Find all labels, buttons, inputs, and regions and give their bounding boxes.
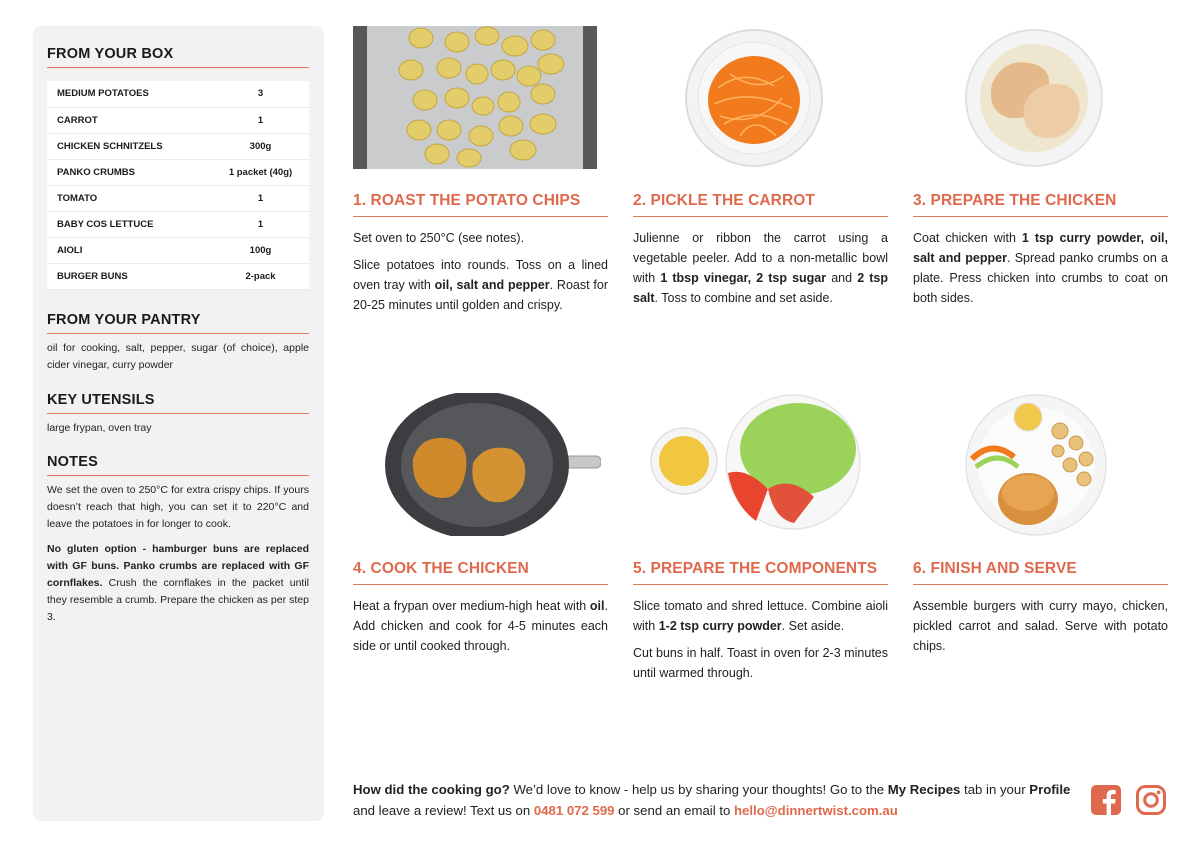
step-5-para-2: Cut buns in half. Toast in oven for 2-3 minutes until warmed through.: [633, 646, 888, 680]
sidebar: [33, 26, 324, 821]
ingredient-qty: 100g: [212, 237, 309, 263]
ingredient-qty: 1 packet (40g): [212, 159, 309, 185]
phone-link[interactable]: 0481 072 599: [533, 803, 615, 818]
notes: [47, 482, 309, 626]
ingredient-qty: 1: [212, 211, 309, 237]
bold-text: 1 tsp curry powder, oil, salt and pepper: [913, 231, 1168, 265]
step-1-image: [353, 26, 597, 169]
step-5-image: [650, 393, 862, 531]
ingredient-name: BABY COS LETTUCE: [47, 211, 212, 237]
text: and leave a review! Text us on: [353, 803, 534, 818]
notes-gf-rest: Crush the cornflakes in the packet until they resemble a crumb. Prepare the chicken as per step 3.: [47, 576, 309, 623]
social-icons: [1090, 784, 1167, 816]
text: . Toss to combine and set aside.: [654, 291, 833, 305]
facebook-icon[interactable]: [1090, 784, 1122, 816]
footer-question: How did the cooking go?: [353, 782, 510, 797]
step-3-image: [964, 28, 1104, 168]
notes-paragraph: We set the oven to 250°C for extra crispy chips. If yours doesn’t reach that high, you can set it to 220°C and leave the potatoes in for longer to cook.: [47, 483, 309, 530]
table-row: [47, 237, 309, 263]
step-2-body: [633, 228, 888, 308]
potato-tray-illustration: [353, 26, 597, 169]
ingredient-name: TOMATO: [47, 185, 212, 211]
crumbed-chicken-illustration: [964, 28, 1104, 168]
step-4-para-1: [353, 596, 608, 656]
burger-plate-illustration: [962, 393, 1110, 536]
bold-text: oil: [589, 599, 605, 613]
step-4-image: [385, 393, 601, 536]
step-1-para-1: Set oven to 250°C (see notes).: [353, 231, 525, 245]
bold-text: 2 tsp salt: [633, 271, 888, 305]
table-row: [47, 81, 309, 107]
frypan-chicken-illustration: [385, 393, 601, 536]
step-1-body: [353, 228, 608, 315]
ingredient-name: AIOLI: [47, 237, 212, 263]
step-5-body: [633, 596, 888, 683]
step-6-title: 6. FINISH AND SERVE: [913, 560, 1168, 585]
text: . Add chicken and cook for 4-5 minutes each side or until cooked through.: [353, 599, 608, 653]
ingredient-qty: 3: [212, 81, 309, 107]
step-5-para-1: [633, 596, 888, 636]
ingredient-name: BURGER BUNS: [47, 263, 212, 289]
bold-text: oil, salt and pepper: [434, 278, 550, 292]
text: . Spread panko crumbs on a plate. Press chicken into crumbs to coat on both sides.: [913, 251, 1168, 305]
ingredient-name: CHICKEN SCHNITZELS: [47, 133, 212, 159]
ingredient-name: MEDIUM POTATOES: [47, 81, 212, 107]
text: Coat chicken with: [913, 231, 1022, 245]
step-3-body: [913, 228, 1168, 308]
step-1-para-2: [353, 255, 608, 315]
table-row: [47, 159, 309, 185]
table-row: [47, 185, 309, 211]
ingredient-qty: 1: [212, 107, 309, 133]
ingredient-qty: 1: [212, 185, 309, 211]
my-recipes-link[interactable]: My Recipes: [887, 782, 961, 797]
table-row: [47, 133, 309, 159]
bold-text: 1-2 tsp curry powder: [658, 619, 782, 633]
text: Julienne or ribbon the carrot using a vegetable peeler. Add to a non-metallic bowl with: [633, 231, 888, 285]
ingredient-name: PANKO CRUMBS: [47, 159, 212, 185]
step-3-para-1: [913, 228, 1168, 308]
text: Heat a frypan over medium-high heat with: [353, 599, 590, 613]
ingredient-qty: 2-pack: [212, 263, 309, 289]
text: or send an email to: [614, 803, 734, 818]
pantry-text: oil for cooking, salt, pepper, sugar (of choice), apple cider vinegar, curry powder: [47, 341, 309, 371]
bold-text: 1 tbsp vinegar, 2 tsp sugar: [660, 271, 827, 285]
carrot-bowl-illustration: [684, 28, 824, 168]
step-2-title: 2. PICKLE THE CARROT: [633, 192, 888, 217]
ingredient-qty: 300g: [212, 133, 309, 159]
from-your-pantry-heading: FROM YOUR PANTRY: [47, 312, 309, 334]
step-3-title: 3. PREPARE THE CHICKEN: [913, 192, 1168, 217]
ingredients-table: [47, 81, 309, 290]
key-utensils-heading: KEY UTENSILS: [47, 392, 309, 414]
table-row: [47, 211, 309, 237]
step-6-body: [913, 596, 1168, 656]
instagram-icon[interactable]: [1135, 784, 1167, 816]
step-6-image: [962, 393, 1110, 536]
step-1-title: 1. ROAST THE POTATO CHIPS: [353, 192, 608, 217]
text: We’d love to know - help us by sharing your thoughts! Go to the: [509, 782, 888, 797]
step-4-body: [353, 596, 608, 656]
text: Slice tomato and shred lettuce. Combine aioli with: [633, 599, 888, 633]
step-6-para-1: Assemble burgers with curry mayo, chicken, pickled carrot and salad. Serve with potato chips.: [913, 599, 1168, 653]
step-4-title: 4. COOK THE CHICKEN: [353, 560, 608, 585]
email-link[interactable]: hello@dinnertwist.com.au: [734, 803, 898, 818]
profile-link[interactable]: Profile: [1029, 782, 1071, 797]
notes-heading: NOTES: [47, 454, 309, 476]
text: . Roast for 20-25 minutes until golden and crispy.: [353, 278, 608, 312]
notes-gf-bold: No gluten option - hamburger buns are replaced with GF buns. Panko crumbs are replaced with GF cornflakes.: [47, 542, 309, 589]
text: . Set aside.: [781, 619, 845, 633]
text: and: [826, 271, 858, 285]
feedback-footer: [353, 779, 1073, 821]
from-your-box-heading: FROM YOUR BOX: [47, 46, 309, 68]
text: tab in your: [960, 782, 1030, 797]
utensils-text: large frypan, oven tray: [47, 421, 152, 434]
step-2-para-1: [633, 228, 888, 308]
step-2-image: [684, 28, 824, 168]
table-row: [47, 263, 309, 289]
table-row: [47, 107, 309, 133]
ingredient-name: CARROT: [47, 107, 212, 133]
notes-gluten-free: [47, 541, 309, 626]
step-5-title: 5. PREPARE THE COMPONENTS: [633, 560, 888, 585]
text: Slice potatoes into rounds. Toss on a lined oven tray with: [353, 258, 608, 292]
components-illustration: [650, 393, 862, 531]
